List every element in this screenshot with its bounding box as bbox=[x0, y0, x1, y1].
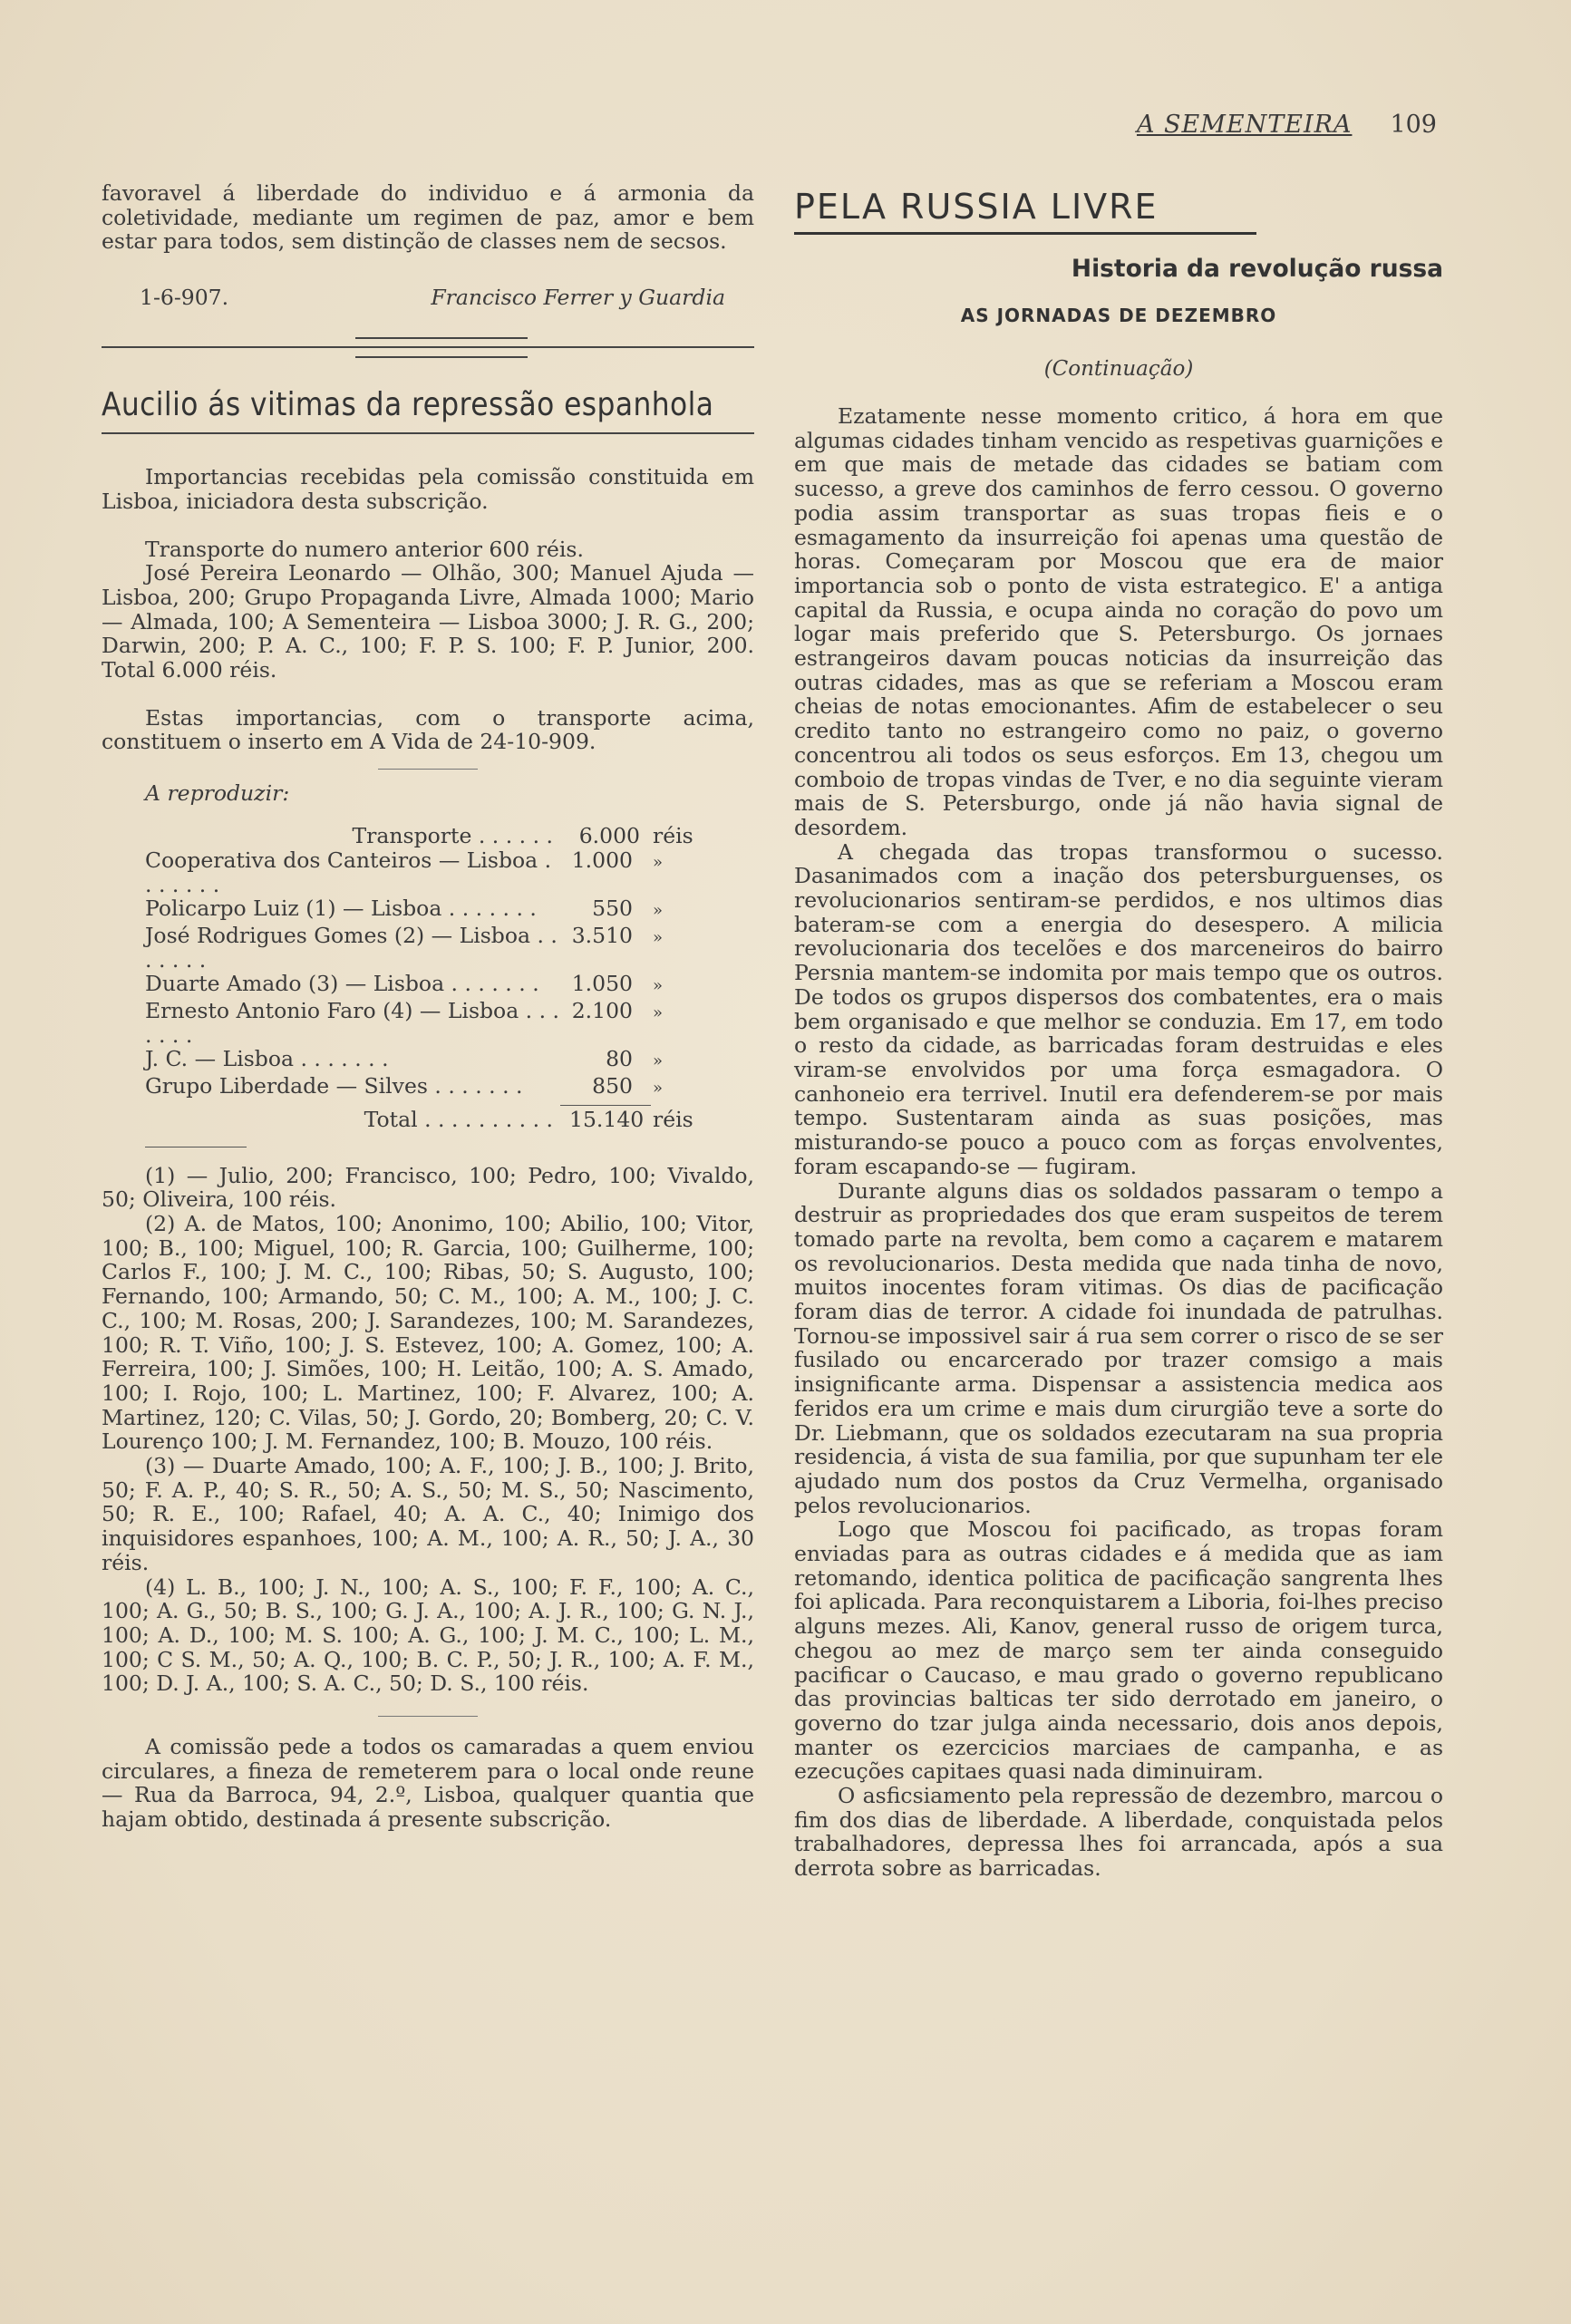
signature-date: 1-6-907. bbox=[140, 285, 229, 311]
ledger-amount: 3.510 bbox=[571, 922, 633, 948]
total-amount: 15.140 bbox=[569, 1106, 645, 1132]
ledger-label: José Rodrigues Gomes (2) — Lisboa . . . . . . . bbox=[145, 922, 558, 973]
signature-line bbox=[102, 285, 754, 310]
ledger-label: Cooperativa dos Canteiros — Lisboa . . . . . . . bbox=[145, 847, 552, 897]
ledger-row bbox=[145, 848, 722, 896]
section-title-rule bbox=[102, 432, 754, 434]
signature-name: Francisco Ferrer y Guardia bbox=[431, 285, 725, 311]
subscription-intro: Importancias recebidas pela comissão constituida em Lisboa, iniciadora desta subscrição. bbox=[102, 464, 754, 514]
footnote-3: (3) — Duarte Amado, 100; A. F., 100; J. B., 100; J. Brito, 50; F. A. P., 40; S. R., 50; A. S., 50; M. S., 50; Nascimento, 50; R. E., 100; Rafael, 40; A. A. C., 40; Inimigo dos inquisidores espanhoes, 100; A. M., 100; A. R., 50; J. A., 30 réis. bbox=[102, 1453, 754, 1575]
ledger-label: Duarte Amado (3) — Lisboa . . . . . . . bbox=[145, 971, 539, 997]
article-paragraph: Ezatamente nesse momento critico, á hora em que algumas cidades tinham vencido as respetivas guarnições e em que mais de metade das cidades se batiam com sucesso, a greve dos caminhos de ferro cessou. O governo podia assim transportar as suas tropas fieis e o esmagamento da insurreição foi apenas uma questão de horas. Começaram por Moscou que era de maior importancia sob o ponto de vista estrategico. E' a antiga capital da Russia, e ocupa ainda no coração do povo um logar mais preferido que S. Petersburgo. Os jornaes estrangeiros davam poucas noticias da insurreição das outras cidades, mas as que se referiam a Moscou eram cheias de notas emocionantes. Afim de estabelecer o seu credito tanto no estrangeiro como no paiz, o governo concentrou ali todos os seus esforços. Em 13, chegou um comboio de tropas vindas de Tver, e no dia seguinte vieram mais de S. Petersburgo, onde já não havia signal de desordem. bbox=[794, 403, 1443, 840]
ledger-unit: » bbox=[653, 976, 664, 996]
footnote-1: (1) — Julio, 200; Francisco, 100; Pedro, 100; Vivaldo, 50; Oliveira, 100 réis. bbox=[102, 1162, 754, 1213]
article-title: PELA RUSSIA LIVRE bbox=[794, 187, 1159, 227]
ledger-row bbox=[145, 1047, 722, 1074]
ledger-amount: 6.000 bbox=[578, 823, 640, 849]
ledger-unit: » bbox=[653, 1051, 664, 1071]
right-column bbox=[794, 187, 1443, 1881]
article-subtitle: Historia da revolução russa bbox=[1071, 255, 1443, 283]
ledger-label: Policarpo Luiz (1) — Lisboa . . . . . . . bbox=[145, 896, 537, 922]
page-number: 109 bbox=[1390, 111, 1437, 139]
continuation-label: (Continuação) bbox=[1043, 357, 1194, 381]
divider bbox=[378, 769, 478, 770]
section-divider bbox=[102, 337, 754, 370]
closing-paragraph: A comissão pede a todos os camaradas a quem enviou circulares, a fineza de remeterem para o local onde reune — Rua da Barroca, 94, 2.º, Lisboa, qualquer quantia que hajam obtido, destinada á presente subscrição. bbox=[102, 1734, 754, 1833]
ledger-row bbox=[145, 896, 722, 924]
ledger-amount: 80 bbox=[606, 1046, 633, 1072]
ledger-label: Ernesto Antonio Faro (4) — Lisboa . . . . . . . bbox=[145, 998, 560, 1048]
ledger-table bbox=[145, 824, 722, 1131]
article-title-rule bbox=[794, 232, 1256, 235]
ledger-unit: » bbox=[653, 1079, 664, 1099]
ledger-unit: » bbox=[653, 901, 664, 921]
transport-line: Transporte do numero anterior 600 réis. bbox=[145, 536, 584, 562]
divider bbox=[378, 1716, 478, 1717]
running-title: A SEMENTEIRA bbox=[1136, 111, 1353, 139]
ledger-row bbox=[145, 924, 722, 972]
article-paragraph: Logo que Moscou foi pacificado, as tropas foram enviadas para as outras cidades e á medida que as iam retomando, identica politica de pacificação sangrenta lhes foi aplicada. Para reconquistarem a Liboria, foi-lhes preciso alguns mezes. Ali, Kanov, general russo de origem turca, chegou ao mez de março sem ter ainda conseguido pacificar o Caucaso, e mau grado o governo republicano das provincias balticas ter sido derrotado em janeiro, o governo do tzar julga ainda necessario, dois anos depois, manter os ezercicios marciaes de campanha, e as ezecuções capitaes quasi nada diminuiram. bbox=[794, 1516, 1443, 1785]
ledger-unit: réis bbox=[653, 823, 693, 849]
ledger-amount: 850 bbox=[592, 1073, 633, 1099]
ledger-label: J. C. — Lisboa . . . . . . . bbox=[145, 1046, 389, 1072]
ledger-row bbox=[145, 824, 722, 848]
article-paragraph: Durante alguns dias os soldados passaram o tempo a destruir as propriedades dos que eram suspeitos de terem tomado parte na revolta, bem como a caçarem e matarem os revolucionarios. Desta medida que nada tinha de novo, muitos inocentes foram vitimas. Os dias de pacificação foram dias de terror. A cidade foi inundada de patrulhas. Tornou-se impossivel sair á rua sem correr o risco de se ser fusilado ou encarcerado por trazer comsigo a mais insignificante arma. Dispensar a assistencia medica aos feridos era um crime e mais dum cirurgião teve a sorte do Dr. Liebmann, que os soldados ezecutaram na sua propria residencia, á vista de sua familia, por que supunham ter ele ajudado num dos postos da Cruz Vermelha, organisado pelos revolucionarios. bbox=[794, 1177, 1443, 1518]
ledger-label: Grupo Liberdade — Silves . . . . . . . bbox=[145, 1073, 523, 1099]
sum-rule bbox=[560, 1105, 651, 1106]
article-paragraph: A chegada das tropas transformou o sucesso. Dasanimados com a inação dos petersburguenses, os revolucionarios sentiram-se perdidos, e nos ultimos dias bateram-se com a energia do desespero. A milicia revolucionaria dos tecelões e dos marceneiros do bairro Persnia mantem-se indomita por mais tempo que os outros. De todos os grupos dispersos dos combatentes, era o mais bem organisado e que melhor se conduzia. Em 17, em todo o resto da cidade, as barricadas foram destruidas e eles viram-se envolvidos por uma força esmagadora. O canhoneio era terrivel. Inutil era defenderem-se por mais tempo. Sustentaram ainda as suas posições, mas misturando-se pouco a pouco com as forças envolventes, foram escapando-se — fugiram. bbox=[794, 838, 1443, 1179]
left-column bbox=[102, 181, 754, 1832]
ledger-row bbox=[145, 999, 722, 1047]
reproduce-label: A reproduzir: bbox=[145, 780, 290, 807]
donations-list: José Pereira Leonardo — Olhão, 300; Manuel Ajuda — Lisboa, 200; Grupo Propaganda Livre, Almada 1000; Mario — Almada, 100; A Sementeira — Lisboa 3000; J. R. G., 200; Darwin, 200; P. A. C., 100; F. P. S. 100; F. P. Junior, 200. Total 6.000 réis. bbox=[102, 560, 754, 683]
ledger-amount: 2.100 bbox=[571, 998, 633, 1024]
ledger-unit: » bbox=[653, 852, 664, 872]
ledger-label: Transporte . . . . . . bbox=[352, 823, 553, 849]
ledger-unit: » bbox=[653, 927, 664, 947]
ledger-row bbox=[145, 972, 722, 999]
article-paragraph: O asficsiamento pela repressão de dezembro, marcou o fim dos dias de liberdade. A liberdade, conquistada pelos trabalhadores, depressa lhes foi arrancada, após a sua derrota sobre as barricadas. bbox=[794, 1783, 1443, 1882]
published-note: Estas importancias, com o transporte acima, constituem o inserto em A Vida de 24-10-909. bbox=[102, 704, 754, 755]
ledger-amount: 1.050 bbox=[571, 971, 633, 997]
ledger-amount: 1.000 bbox=[571, 847, 633, 873]
ledger-total-row bbox=[145, 1108, 722, 1132]
ledger-unit: » bbox=[653, 1003, 664, 1023]
footnote-2: (2) A. de Matos, 100; Anonimo, 100; Abilio, 100; Vitor, 100; B., 100; Miguel, 100; R. Garcia, 100; Guilherme, 100; Carlos F., 100; J. M. C., 100; Ribas, 50; S. Augusto, 100; Fernando, 100; Armando, 50; C. M., 100; A. M., 100; J. C. C., 100; M. Rosas, 200; J. Sarandezes, 100; M. Sarandezes, 100; R. T. Viño, 100; J. S. Estevez, 100; A. Gomez, 100; A. Ferreira, 100; J. Simões, 100; H. Leitão, 100; A. S. Amado, 100; I. Rojo, 100; L. Martinez, 100; F. Alvarez, 100; A. Martinez, 120; C. Vilas, 50; J. Gordo, 20; Bomberg, 20; C. V. Lourenço 100; J. M. Fernandez, 100; B. Mouzo, 100 réis. bbox=[102, 1210, 754, 1455]
total-label: Total . . . . . . . . . . bbox=[364, 1106, 553, 1132]
footnote-4: (4) L. B., 100; J. N., 100; A. S., 100; F. F., 100; A. C., 100; A. G., 50; B. S., 100; G. J. A., 100; A. J. R., 100; G. N. J., 100; A. D., 100; M. S. 100; A. G., 100; J. M. C., 100; L. M., 100; C S. M., 50; A. Q., 100; B. C. P., 50; J. R., 100; A. F. M., 100; D. J. A., 100; S. A. C., 50; D. S., 100 réis. bbox=[102, 1574, 754, 1697]
intro-paragraph: favoravel á liberdade do individuo e á armonia da coletividade, mediante um regimen de paz, amor e bem estar para todos, sem distinção de classes nem de secsos. bbox=[102, 180, 754, 255]
section-title: Aucilio ás vitimas da repressão espanhola bbox=[102, 386, 714, 424]
total-unit: réis bbox=[653, 1106, 693, 1132]
ledger-amount: 550 bbox=[592, 896, 633, 922]
ledger-row bbox=[145, 1074, 722, 1101]
page-header bbox=[1137, 111, 1437, 139]
article-subsubtitle: AS JORNADAS DE DEZEMBRO bbox=[960, 305, 1277, 326]
